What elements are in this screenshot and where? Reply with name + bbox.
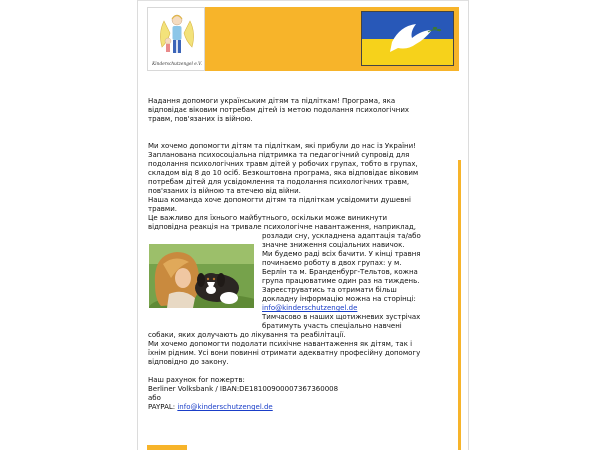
accent-side-bar: [458, 160, 461, 450]
beside-photo-line: група працюватиме один раз на тиждень.: [262, 277, 420, 285]
account-title: Наш рахунок for пожертв:: [148, 376, 245, 384]
beside-photo-line: розлади сну, ускладнена адаптація та/або: [262, 232, 421, 240]
intro-line: травм, пов'язаних із війною.: [148, 115, 253, 123]
paypal-email-link[interactable]: info@kinderschutzengel.de: [177, 403, 273, 411]
body-line: складом від 8 до 10 осіб. Безкоштовна програма, яка відповідає віковим: [148, 169, 419, 177]
body-line: Наша команда хоче допомогти дітям та підліткам усвідомити душевні: [148, 196, 411, 204]
beside-photo-line: Тимчасово в наших щотижневих зустрічах: [262, 313, 421, 321]
body-line: відповідна реакція на тривале психологічне навантаження, наприклад,: [148, 223, 416, 231]
paypal-label: PAYPAL:: [148, 403, 178, 411]
intro-line: Надання допомоги українським дітям та підліткам! Програма, яка: [148, 97, 396, 105]
top-border: [138, 0, 468, 1]
kinderschutzengel-logo: [147, 7, 205, 71]
body-line: Це важливо для їхнього майбутнього, оскільки може виникнути: [148, 214, 388, 222]
body-line: Ми хочемо допомогти дітям та підліткам, які прибули до нас із України!: [148, 142, 416, 150]
body-line: потребам дітей для усвідомлення та подолання психологічних травм,: [148, 178, 410, 186]
logo-text: Kinderschutzengel e.V.: [152, 62, 202, 67]
registration-email-link[interactable]: info@kinderschutzengel.de: [262, 304, 358, 312]
ukraine-flag: [361, 11, 454, 66]
bank-details: Berliner Volksbank / IBAN:DE18100900007367360008: [148, 385, 339, 393]
child-with-dog-photo-art: [149, 244, 254, 308]
header-banner: [147, 7, 459, 71]
beside-photo-line: починаємо роботу в двох групах: у м.: [262, 259, 402, 267]
angel-child-icon: [156, 11, 198, 61]
beside-photo-line: Берлін та м. Бранденбург-Тельтов, кожна: [262, 268, 418, 276]
beside-photo-line: значне зниження соціальних навичок.: [262, 241, 405, 249]
bottom-accent-strip: [147, 445, 187, 450]
beside-photo-line: Зареєструватись та отримати більш: [262, 286, 397, 294]
body-line: Запланована психосоціальна підтримка та педагогічний супровід для: [148, 151, 410, 159]
body-line: відповідно до закону.: [148, 358, 229, 366]
beside-photo-line: Ми будемо раді всіх бачити. У кінці травня: [262, 250, 421, 258]
body-line: Ми хочемо допомогти подолати психічне навантаження як дітям, так і: [148, 340, 413, 348]
dove-icon: [362, 12, 454, 66]
child-with-dog-photo: [149, 244, 254, 308]
newsletter-page: [137, 0, 469, 450]
beside-photo-line: братимуть участь спеціально навчені: [262, 322, 402, 330]
beside-photo-line: докладну інформацію можна на сторінці:: [262, 295, 416, 303]
body-line: пов'язаних із війною та втечею від війни.: [148, 187, 301, 195]
intro-line: відповідає віковим потребам дітей із метою подолання психологічних: [148, 106, 410, 114]
body-line: травми.: [148, 205, 177, 213]
or-label: або: [148, 394, 161, 402]
body-line: їхнім рідним. Усі вони повинні отримати адекватну професійну допомогу: [148, 349, 421, 357]
paypal-line: [148, 403, 454, 412]
body-line: подолання психологічних травм дітей у робочих групах, тобто в групах,: [148, 160, 418, 168]
body-line: собаки, яких долучають до лікування та реабілітації.: [148, 331, 346, 339]
